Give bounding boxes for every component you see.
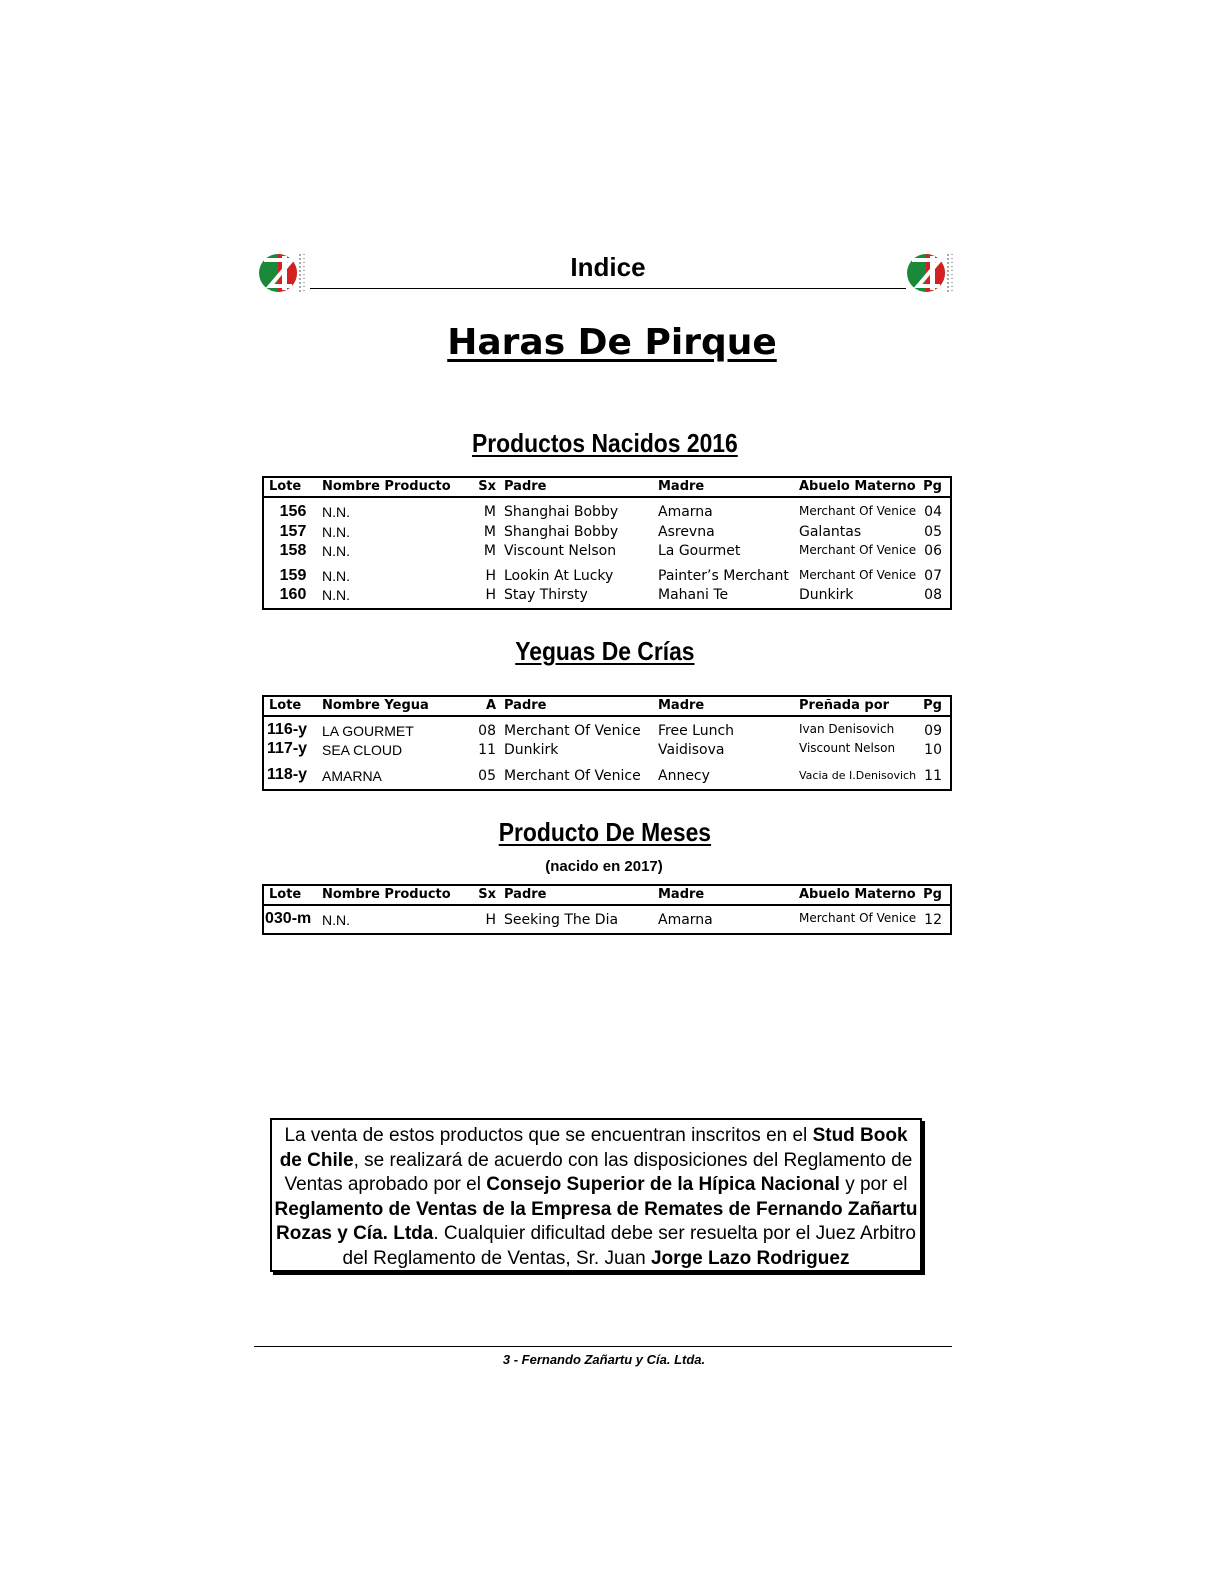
table-header — [264, 886, 950, 906]
cell-pg: 04 — [924, 504, 942, 520]
cell-pg: 07 — [924, 568, 942, 584]
notice-text: , se realizará de acuerdo con las disposiciones del Reglamento de Ventas aprobado por el — [284, 1149, 913, 1195]
page-title: Haras De Pirque — [447, 322, 777, 363]
section-title-meses: Producto De Meses — [498, 817, 712, 847]
company-logo-left — [258, 250, 308, 296]
col-pg: Pg — [923, 698, 942, 713]
cell-sx: M — [483, 504, 496, 520]
cell-padre: Stay Thirsty — [504, 587, 588, 603]
cell-pg: 10 — [924, 742, 942, 758]
cell-padre: Viscount Nelson — [504, 543, 617, 559]
cell-nombre: N.N. — [322, 543, 350, 559]
notice-bold-reglamento: Reglamento de Ventas de la Empresa de Remates de Fernando Zañartu Rozas y Cía. Ltda — [274, 1198, 918, 1244]
section-subtitle: (nacido en 2017) — [545, 858, 663, 875]
col-nombre: Nombre Producto — [322, 479, 451, 494]
notice-text: La venta de estos productos que se encuentran inscritos en el — [284, 1125, 813, 1146]
cell-padre: Dunkirk — [504, 742, 559, 758]
table-header — [264, 697, 950, 717]
cell-prenada: Ivan Denisovich — [799, 722, 895, 736]
cell-madre: La Gourmet — [658, 543, 741, 559]
col-lote: Lote — [269, 479, 302, 494]
col-lote: Lote — [269, 887, 302, 902]
col-lote: Lote — [269, 698, 302, 713]
col-madre: Madre — [658, 698, 705, 713]
cell-sx: M — [483, 543, 496, 559]
cell-prenada: Vacia de I.Denisovich — [799, 769, 917, 782]
col-pg: Pg — [923, 887, 942, 902]
cell-pg: 09 — [924, 723, 942, 739]
cell-sx: H — [485, 912, 496, 928]
table-yeguas — [262, 695, 952, 791]
cell-abuelo: Merchant Of Venice — [799, 504, 917, 518]
cell-lote: 030-m — [265, 910, 312, 927]
col-sx: Sx — [478, 887, 496, 902]
table-productos — [262, 476, 952, 610]
cell-nombre: N.N. — [322, 912, 350, 928]
cell-a: 08 — [478, 723, 496, 739]
cell-nombre: N.N. — [322, 587, 350, 603]
cell-pg: 06 — [924, 543, 942, 559]
notice-bold-juez: Jorge Lazo Rodriguez — [650, 1247, 850, 1269]
cell-madre: Mahani Te — [658, 587, 729, 603]
col-nombre: Nombre Yegua — [322, 698, 429, 713]
col-pg: Pg — [923, 479, 942, 494]
cell-padre: Shanghai Bobby — [504, 524, 619, 540]
header-divider — [310, 288, 906, 289]
footer-text: 3 - Fernando Zañartu y Cía. Ltda. — [502, 1352, 706, 1367]
cell-lote: 159 — [279, 567, 307, 584]
cell-abuelo: Merchant Of Venice — [799, 543, 917, 557]
notice-text: . Cualquier dificultad debe ser resuelta por el Juez Arbitro del Reglamento de Ventas, Sr. Juan — [342, 1223, 916, 1269]
cell-abuelo: Merchant Of Venice — [799, 911, 917, 925]
col-padre: Padre — [504, 479, 547, 494]
cell-padre: Lookin At Lucky — [504, 568, 614, 584]
cell-padre: Seeking The Dia — [504, 912, 619, 928]
col-sx: Sx — [478, 479, 496, 494]
cell-lote: 157 — [279, 523, 307, 540]
cell-nombre: N.N. — [322, 568, 350, 584]
cell-lote: 160 — [279, 586, 307, 603]
footer-divider — [254, 1346, 952, 1347]
cell-pg: 08 — [924, 587, 942, 603]
col-a: A — [485, 698, 496, 713]
cell-lote: 118-y — [267, 766, 308, 783]
cell-pg: 12 — [924, 912, 942, 928]
notice-bold-consejo: Consejo Superior de la Hípica Nacional — [486, 1174, 840, 1195]
section-title-yeguas: Yeguas De Crías — [515, 636, 695, 666]
header-title: Indice — [570, 252, 646, 282]
sales-notice — [270, 1118, 922, 1272]
cell-madre: Annecy — [658, 768, 710, 784]
cell-nombre: N.N. — [322, 504, 350, 520]
table-header — [264, 478, 950, 498]
cell-sx: M — [483, 524, 496, 540]
section-title-productos: Productos Nacidos 2016 — [471, 428, 738, 458]
cell-prenada: Viscount Nelson — [799, 741, 896, 755]
cell-sx: H — [485, 587, 496, 603]
col-abuelo: Abuelo Materno — [799, 479, 916, 494]
cell-lote: 156 — [279, 503, 307, 520]
cell-sx: H — [485, 568, 496, 584]
cell-lote: 158 — [279, 542, 307, 559]
cell-pg: 11 — [924, 768, 942, 784]
cell-madre: Amarna — [658, 912, 713, 928]
cell-nombre: AMARNA — [322, 768, 382, 784]
cell-abuelo: Dunkirk — [799, 587, 854, 603]
col-padre: Padre — [504, 887, 547, 902]
col-madre: Madre — [658, 887, 705, 902]
cell-abuelo: Merchant Of Venice — [799, 568, 917, 582]
cell-a: 11 — [478, 742, 496, 758]
notice-bold-studbook: Stud Book de Chile — [279, 1125, 908, 1171]
cell-madre: Vaidisova — [658, 742, 725, 758]
col-nombre: Nombre Producto — [322, 887, 451, 902]
cell-padre: Merchant Of Venice — [504, 768, 641, 784]
col-padre: Padre — [504, 698, 547, 713]
cell-padre: Merchant Of Venice — [504, 723, 641, 739]
cell-nombre: N.N. — [322, 524, 350, 540]
cell-lote: 117-y — [267, 740, 308, 757]
cell-lote: 116-y — [267, 721, 308, 738]
col-abuelo: Abuelo Materno — [799, 887, 916, 902]
cell-madre: Amarna — [658, 504, 713, 520]
cell-a: 05 — [478, 768, 496, 784]
cell-nombre: LA GOURMET — [322, 723, 414, 739]
cell-nombre: SEA CLOUD — [322, 742, 403, 758]
table-meses — [262, 884, 952, 935]
cell-pg: 05 — [924, 524, 942, 540]
col-prenada: Preñada por — [799, 698, 890, 713]
company-logo-right — [906, 250, 956, 296]
cell-madre: Painter’s Merchant — [658, 568, 789, 584]
col-madre: Madre — [658, 479, 705, 494]
cell-padre: Shanghai Bobby — [504, 504, 619, 520]
cell-madre: Asrevna — [658, 524, 715, 540]
notice-text: y por el — [839, 1174, 908, 1195]
cell-abuelo: Galantas — [799, 524, 862, 540]
cell-madre: Free Lunch — [658, 723, 735, 739]
